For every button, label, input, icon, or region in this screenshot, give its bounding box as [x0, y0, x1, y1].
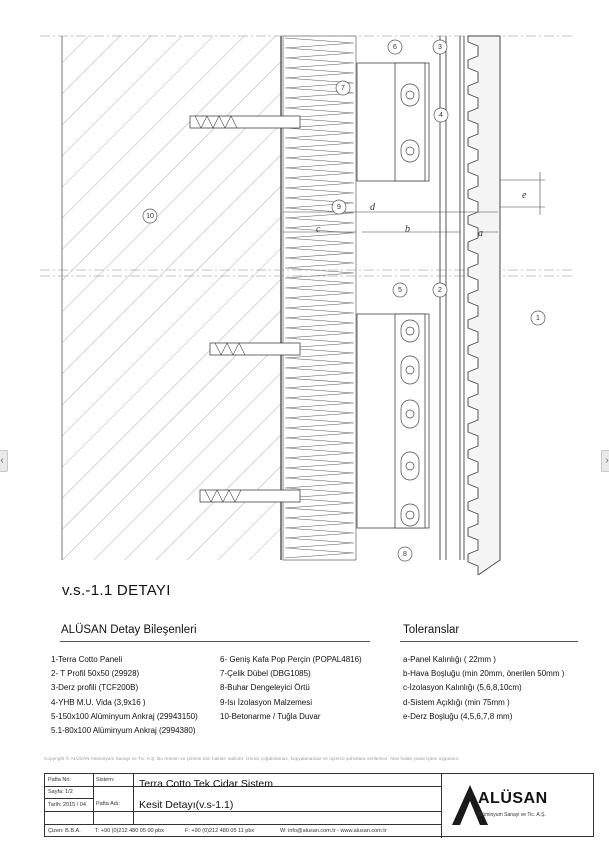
tolerances-list [403, 653, 564, 724]
components-heading: ALÜSAN Detay Bileşenleri [61, 624, 197, 636]
dimension-label-b: b [405, 224, 410, 235]
dimension-label-a: a [478, 228, 483, 239]
fax-number: F: +90 (0)212 480 05 11 pbx [185, 828, 255, 834]
callout-label-4: 4 [439, 112, 443, 119]
list-item: 3-Derz profili (TCF200B) [51, 683, 139, 693]
prev-page-button[interactable]: ‹ [0, 450, 8, 472]
callout-label-7: 7 [341, 85, 345, 92]
components-list-2 [220, 653, 362, 724]
pafta-adi-label: Pafta Adı: [96, 801, 120, 807]
logo-subtitle: Alüminyum Sanayi ve Tic. A.Ş. [478, 812, 546, 818]
web-contact: W: info@alusan.com.tr - www.alusan.com.tr [280, 828, 387, 834]
dimension-label-d: d [370, 202, 375, 213]
title-block [44, 773, 594, 837]
tolerances-divider [400, 641, 578, 642]
callout-label-3: 3 [438, 44, 442, 51]
callout-label-10: 10 [146, 213, 154, 220]
pafta-adi-value: Kesit Detayı(v.s-1.1) [139, 799, 234, 811]
dimension-label-e: e [522, 190, 527, 201]
list-item: 8-Buhar Dengeleyici Örtü [220, 683, 310, 693]
pafta-no-label: Pafta No: [48, 777, 71, 783]
copyright-notice: Copyright © ALÜSAN Alüminyum Sanayi ve Tic. A.Ş. Bu resmin ve çizimin tüm hakları saklıdır. İzinsiz çoğaltılamaz, kopyalanamaz ve üçüncü şahıslara verilemez. Aksi halde yasal işlem uygulanır. [44, 756, 460, 761]
list-item: 6- Geniş Kafa Pop Perçin (POPAL4816) [220, 655, 362, 664]
page-title: v.s.-1.1 DETAYI [62, 582, 171, 599]
logo-text: ALÜSAN [478, 790, 548, 807]
tarih-label: Tarih: 2015 / 04 [48, 802, 86, 808]
sistem-label: Sistem: [96, 777, 115, 783]
phone-number: T: +90 (0)212 480 05 00 pbx [95, 828, 164, 834]
callout-label-5: 5 [398, 287, 402, 294]
callout-label-9: 9 [337, 204, 341, 211]
callout-label-1: 1 [536, 315, 540, 322]
list-item: b-Hava Boşluğu (min 20mm, önerilen 50mm ) [403, 669, 565, 679]
list-item: 7-Çelik Dübel (DBG1085) [220, 669, 311, 679]
list-item: d-Sistem Açıklığı (min 75mm ) [403, 697, 510, 707]
list-item: 2- T Profil 50x50 (29928) [51, 669, 140, 679]
list-item: 5.1-80x100 Alüminyum Ankraj (2994380) [51, 726, 196, 736]
next-page-button[interactable]: › [601, 450, 609, 472]
list-item: 5-150x100 Alüminyum Ankraj (29943150) [51, 711, 198, 721]
callout-label-8: 8 [403, 551, 407, 558]
components-divider [60, 641, 370, 642]
list-item: 9-Isı İzolasyon Malzemesi [220, 697, 313, 707]
sayfa-label: Sayfa: 1/2 [48, 789, 73, 795]
list-item: e-Derz Boşluğu (4,5,6,7,8 mm) [403, 711, 513, 721]
sistem-value: Terra Cotto Tek Cidar Sistem [139, 778, 274, 790]
list-item: 1-Terra Cotto Paneli [51, 655, 123, 664]
tolerances-heading: Toleranslar [403, 624, 460, 636]
cizen-label: Çizen: B.B.A. [48, 828, 81, 834]
list-item: 4-YHB M.U. Vida (3,9x16 ) [51, 697, 146, 707]
components-list-1 [51, 653, 198, 738]
list-item: c-İzolasyon Kalınlığı (5,6,8,10cm) [403, 683, 522, 693]
list-item: a-Panel Kalınlığı ( 22mm ) [403, 655, 496, 664]
dimension-label-c: c [316, 224, 321, 235]
callout-label-6: 6 [393, 44, 397, 51]
list-item: 10-Betonarme / Tuğla Duvar [220, 711, 321, 721]
callout-label-2: 2 [438, 287, 442, 294]
